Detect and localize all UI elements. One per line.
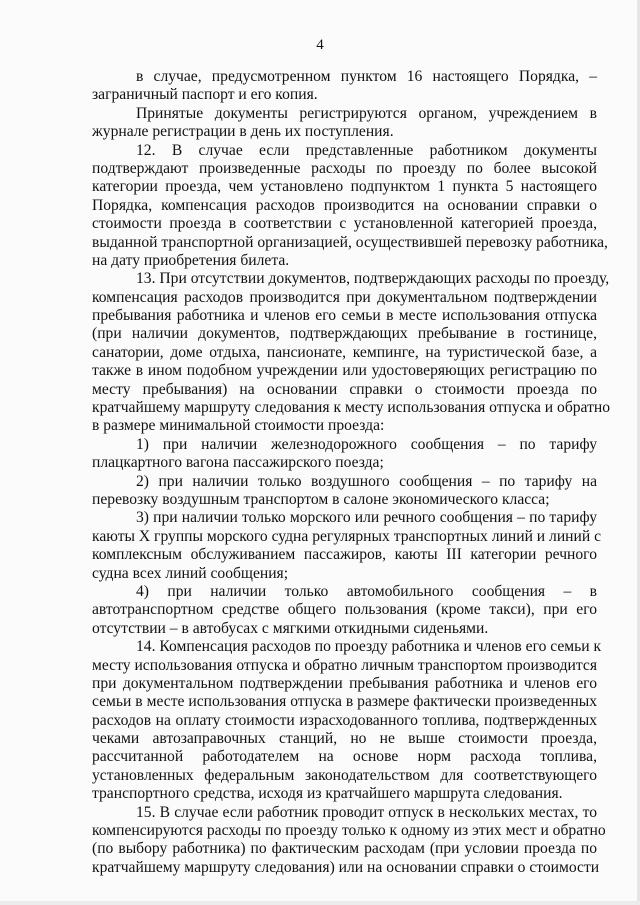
text-line: в размере минимальной стоимости проезда:	[92, 417, 385, 435]
text-line: компенсация расходов производится при документальном подтверждении	[92, 288, 597, 306]
text-line: установленных федеральным законодательством для соответствующего	[92, 766, 597, 784]
text-line: кратчайшему маршруту следования к месту использования отпуска и обратно	[92, 399, 611, 417]
text-line: 1) при наличии железнодорожного сообщения – по тарифу	[136, 435, 597, 453]
text-line: семьи в месте использования отпуска в размере фактически произведенных	[92, 693, 597, 711]
text-line: категории проезда, чем установлено подпунктом 1 пункта 5 настоящего	[92, 178, 597, 196]
text-line: подтверждают произведенные расходы по проезду по более высокой	[92, 159, 597, 177]
text-line: судна всех линий сообщения;	[92, 564, 289, 582]
document-text	[92, 68, 611, 877]
text-line: транспортного средства, исходя из кратчайшего маршрута следования.	[92, 785, 563, 803]
scan-edge-bottom	[0, 901, 640, 905]
text-line: 3) при наличии только морского или речного сообщения – по тарифу	[136, 509, 597, 527]
text-line: перевозку воздушным транспортом в салоне экономического класса;	[92, 490, 550, 508]
text-line: санатории, доме отдыха, пансионате, кемпинге, на туристической базе, а	[92, 343, 597, 361]
text-line: журнале регистрации в день их поступления.	[92, 123, 394, 141]
text-line: на дату приобретения билета.	[92, 251, 290, 269]
text-line: 12. В случае если представленные работником документы	[136, 141, 597, 159]
text-line: месту пребывания) на основании справки о стоимости проезда по	[92, 380, 597, 398]
text-line: стоимости проезда в соответствии с установленной категорией проезда,	[92, 215, 597, 233]
text-line: Порядка, компенсация расходов производится на основании справки о	[92, 196, 597, 214]
text-line: каюты X группы морского судна регулярных транспортных линий и линий с	[92, 527, 602, 545]
text-line: 13. При отсутствии документов, подтверждающих расходы по проезду,	[136, 270, 610, 288]
text-line: при документальном подтверждении пребывания работника и членов его	[92, 674, 597, 692]
text-line: рассчитанной работодателем на основе норм расхода топлива,	[92, 748, 597, 766]
text-line: пребывания работника и членов его семьи в месте использования отпуска	[92, 307, 597, 325]
text-line: чеками автозаправочных станций, но не выше стоимости проезда,	[92, 730, 597, 748]
text-line: заграничный паспорт и его копия.	[92, 86, 318, 104]
text-line: расходов на оплату стоимости израсходованного топлива, подтвержденных	[92, 711, 597, 729]
text-line: 14. Компенсация расходов по проезду работника и членов его семьи к	[136, 638, 602, 656]
text-line: 15. В случае если работник проводит отпуск в нескольких местах, то	[136, 803, 597, 821]
text-line: Принятые документы регистрируются органом, учреждением в	[136, 104, 597, 122]
text-line: (при наличии документов, подтверждающих пребывание в гостинице,	[92, 325, 597, 343]
text-line: 4) при наличии только автомобильного сообщения – в	[136, 582, 597, 600]
text-line: комплексным обслуживанием пассажиров, каюты III категории речного	[92, 546, 597, 564]
text-line: плацкартного вагона пассажирского поезда;	[92, 454, 384, 472]
text-line: также в ином подобном учреждении или удостоверяющих регистрацию по	[92, 362, 597, 380]
text-line: компенсируются расходы по проезду только к одному из этих мест и обратно	[92, 822, 606, 840]
text-line: автотранспортном средстве общего пользования (кроме такси), при его	[92, 601, 597, 619]
text-line: отсутствии – в автобусах с мягкими откидными сиденьями.	[92, 619, 489, 637]
page-number: 4	[316, 37, 324, 53]
text-line: месту использования отпуска и обратно личным транспортом производится	[92, 656, 597, 674]
text-line: 2) при наличии только воздушного сообщения – по тарифу на	[136, 472, 597, 490]
text-line: кратчайшему маршруту следования) или на основании справки о стоимости	[92, 858, 600, 876]
text-line: в случае, предусмотренном пунктом 16 настоящего Порядка, –	[136, 68, 597, 85]
text-line: (по выбору работника) по фактическим расходам (при условии проезда по	[92, 840, 597, 858]
text-line: выданной транспортной организацией, осуществившей перевозку работника,	[92, 233, 608, 251]
